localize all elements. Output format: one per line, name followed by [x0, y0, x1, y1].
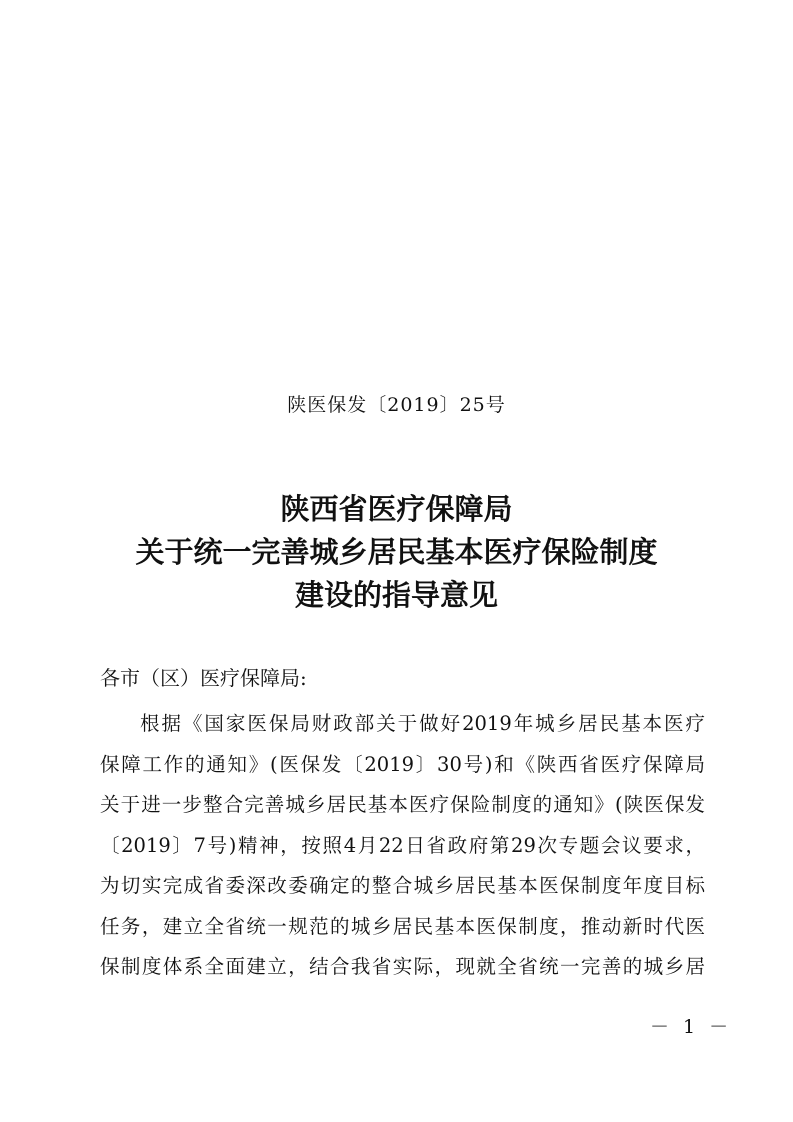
document-title [0, 488, 793, 617]
salutation: 各市（区）医疗保障局: [100, 666, 307, 690]
body-line-2: 保障工作的通知》(医保发〔2019〕30号)和《陕西省医疗保障局 [100, 752, 705, 776]
title-line-2: 关于统一完善城乡居民基本医疗保险制度 [135, 535, 658, 569]
body-line-4: 〔2019〕7号)精神，按照4月22日省政府第29次专题会议要求， [100, 833, 705, 857]
body-line-1: 根据《国家医保局财政部关于做好2019年城乡居民基本医疗 [140, 712, 705, 735]
title-line-1: 陕西省医疗保障局 [280, 492, 513, 526]
title-line-3: 建设的指导意见 [294, 578, 498, 612]
document-number: 陕医保发〔2019〕25号 [287, 394, 506, 416]
body-line-5: 为切实完成省委深改委确定的整合城乡居民基本医保制度年度目标 [100, 874, 705, 897]
body-line-6: 任务，建立全省统一规范的城乡居民基本医保制度，推动新时代医 [100, 914, 705, 938]
body-line-7: 保制度体系全面建立，结合我省实际，现就全省统一完善的城乡居 [100, 955, 705, 978]
body-paragraph [100, 704, 705, 988]
body-line-3: 关于进一步整合完善城乡居民基本医疗保险制度的通知》(陕医保发 [100, 793, 705, 816]
page-number: － 1 － [650, 1016, 733, 1038]
